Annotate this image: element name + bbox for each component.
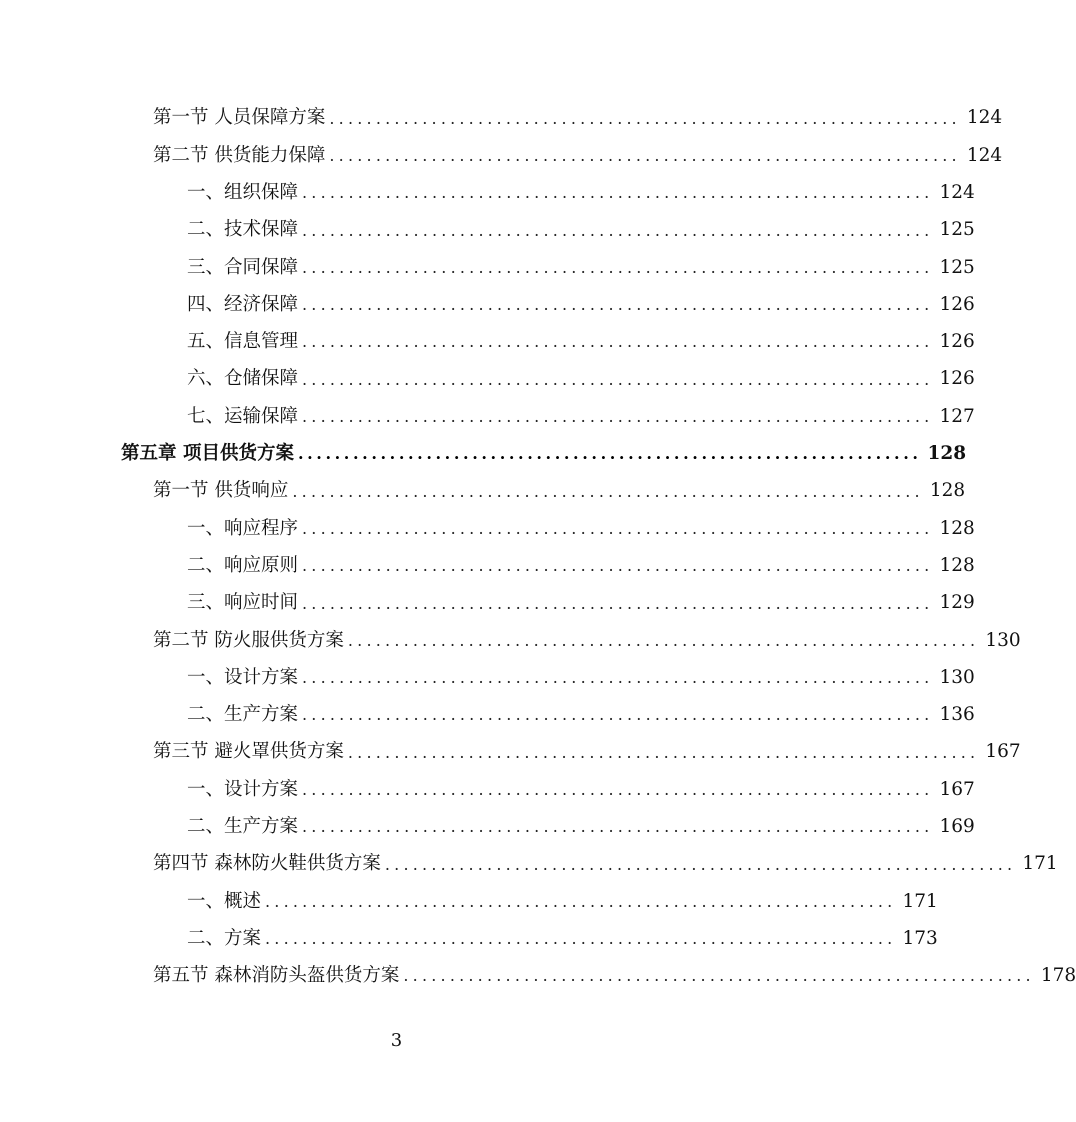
toc-entry-page: 171 — [1022, 853, 1058, 875]
toc-entry-label: 第二节 供货能力保障 — [153, 144, 326, 166]
toc-entry-page: 129 — [939, 592, 975, 614]
toc-entry-label: 七、运输保障 — [187, 405, 299, 427]
toc-entry-label: 第三节 避火罩供货方案 — [153, 741, 344, 763]
dot-leader: .................................................................... — [297, 444, 922, 464]
toc-entry-label: 第五章 项目供货方案 — [121, 443, 294, 465]
toc-entry[interactable] — [0, 137, 1003, 174]
toc-entry[interactable] — [0, 809, 975, 846]
toc-entry-page: 126 — [939, 293, 975, 315]
toc-entry-page: 128 — [927, 443, 967, 465]
toc-entry-label: 二、方案 — [187, 927, 262, 949]
table-of-contents — [0, 100, 1076, 995]
toc-entry-label: 一、设计方案 — [187, 778, 299, 800]
toc-entry[interactable] — [0, 771, 975, 808]
toc-entry-label: 一、响应程序 — [187, 517, 299, 539]
toc-entry-label: 二、技术保障 — [187, 219, 299, 241]
dot-leader: .................................................................... — [403, 966, 1035, 986]
toc-entry[interactable] — [0, 548, 975, 585]
toc-entry[interactable] — [0, 622, 1021, 659]
toc-entry-label: 一、设计方案 — [187, 666, 299, 688]
toc-entry-label: 五、信息管理 — [187, 331, 299, 353]
toc-entry[interactable] — [0, 697, 975, 734]
dot-leader: .................................................................... — [292, 481, 924, 501]
toc-entry[interactable] — [0, 659, 975, 696]
toc-entry[interactable] — [0, 883, 938, 920]
toc-entry-page: 126 — [939, 331, 975, 353]
toc-entry-page: 124 — [939, 181, 975, 203]
toc-entry[interactable] — [0, 921, 938, 958]
toc-entry[interactable] — [0, 473, 966, 510]
toc-entry[interactable] — [0, 249, 975, 286]
dot-leader: .................................................................... — [265, 891, 897, 911]
toc-entry-page: 136 — [939, 704, 975, 726]
toc-entry[interactable] — [0, 958, 1076, 995]
dot-leader: .................................................................... — [329, 108, 961, 128]
toc-entry-label: 四、经济保障 — [187, 293, 299, 315]
toc-entry-page: 125 — [939, 219, 975, 241]
dot-leader: .................................................................... — [302, 369, 934, 389]
toc-entry[interactable] — [0, 585, 975, 622]
dot-leader: .................................................................... — [302, 295, 934, 315]
toc-entry-page: 178 — [1040, 965, 1076, 987]
toc-entry-page: 128 — [929, 480, 966, 502]
toc-entry-page: 171 — [902, 890, 938, 912]
dot-leader: .................................................................... — [384, 854, 1017, 874]
toc-entry-label: 第四节 森林防火鞋供货方案 — [153, 853, 381, 875]
toc-entry-label: 三、响应时间 — [187, 592, 299, 614]
dot-leader: .................................................................... — [302, 183, 934, 203]
toc-entry-page: 128 — [939, 554, 975, 576]
toc-entry-label: 六、仓储保障 — [187, 368, 299, 390]
dot-leader: .................................................................... — [302, 817, 934, 837]
dot-leader: .................................................................... — [302, 220, 934, 240]
dot-leader: .................................................................... — [265, 929, 897, 949]
toc-entry[interactable] — [0, 212, 975, 249]
dot-leader: .................................................................... — [302, 668, 934, 688]
dot-leader: .................................................................... — [347, 630, 980, 650]
toc-entry[interactable] — [0, 846, 1058, 883]
toc-entry-label: 二、生产方案 — [187, 816, 299, 838]
toc-entry-label: 第二节 防火服供货方案 — [153, 629, 344, 651]
toc-entry-label: 一、概述 — [187, 890, 262, 912]
page-number: 3 — [390, 1030, 403, 1051]
toc-entry-label: 一、组织保障 — [187, 181, 299, 203]
toc-entry-page: 124 — [966, 107, 1003, 129]
dot-leader: .................................................................... — [302, 518, 934, 538]
toc-entry[interactable] — [0, 398, 975, 435]
toc-entry-label: 三、合同保障 — [187, 256, 299, 278]
dot-leader: .................................................................... — [302, 705, 934, 725]
toc-entry-page: 167 — [939, 778, 975, 800]
dot-leader: .................................................................... — [302, 556, 934, 576]
toc-entry[interactable] — [0, 734, 1021, 771]
toc-entry[interactable] — [0, 175, 975, 212]
toc-entry-page: 130 — [939, 666, 975, 688]
dot-leader: .................................................................... — [347, 742, 980, 762]
dot-leader: .................................................................... — [302, 332, 934, 352]
toc-chapter-entry[interactable] — [0, 436, 967, 473]
toc-entry-page: 169 — [939, 816, 975, 838]
toc-entry[interactable] — [0, 286, 975, 323]
toc-entry-page: 124 — [966, 144, 1003, 166]
toc-entry-page: 173 — [902, 927, 938, 949]
toc-entry-page: 127 — [939, 405, 975, 427]
dot-leader: .................................................................... — [302, 779, 934, 799]
toc-entry-page: 126 — [939, 368, 975, 390]
toc-entry-page: 167 — [985, 741, 1021, 763]
toc-entry[interactable] — [0, 361, 975, 398]
toc-entry[interactable] — [0, 324, 975, 361]
dot-leader: .................................................................... — [302, 593, 934, 613]
toc-entry-page: 130 — [985, 629, 1021, 651]
toc-entry-label: 二、生产方案 — [187, 704, 299, 726]
dot-leader: .................................................................... — [329, 145, 961, 165]
toc-entry-label: 第五节 森林消防头盔供货方案 — [153, 965, 400, 987]
toc-entry-label: 第一节 供货响应 — [153, 480, 289, 502]
toc-entry[interactable] — [0, 100, 1003, 137]
toc-entry[interactable] — [0, 510, 975, 547]
toc-entry-page: 125 — [939, 256, 975, 278]
dot-leader: .................................................................... — [302, 407, 934, 427]
dot-leader: .................................................................... — [302, 257, 934, 277]
toc-entry-label: 第一节 人员保障方案 — [153, 107, 326, 129]
toc-entry-label: 二、响应原则 — [187, 554, 299, 576]
toc-entry-page: 128 — [939, 517, 975, 539]
